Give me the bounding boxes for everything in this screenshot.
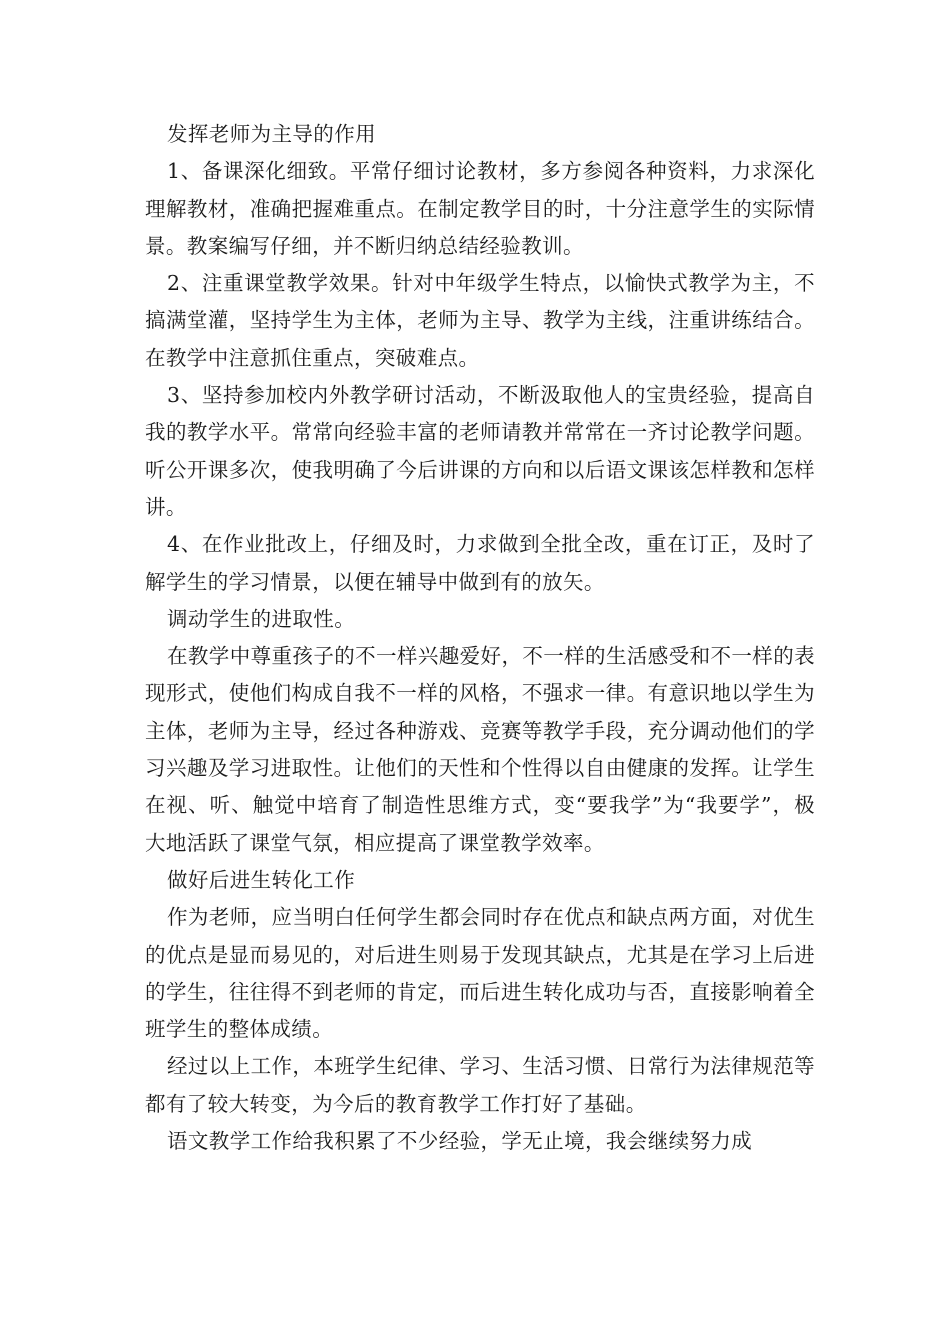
section-heading-motivation: 调动学生的进取性。 xyxy=(167,606,356,631)
document-body xyxy=(145,116,815,1160)
paragraph-results: 经过以上工作，本班学生纪律、学习、生活习惯、日常行为法律规范等都有了较大转变，为今后的教育教学工作打好了基础。 xyxy=(145,1054,815,1116)
section-heading-teacher-role: 发挥老师为主导的作用 xyxy=(167,122,376,146)
paragraph-underachiever-transform: 作为老师，应当明白任何学生都会同时存在优点和缺点两方面，对优生的优点是显而易见的，对后进生则易于发现其缺点，尤其是在学习上后进的学生，往往得不到老师的肯定，而后进生转化成功与否，直接影响着全班学生的整体成绩。 xyxy=(145,905,815,1042)
paragraph-homework-grading: 4、在作业批改上，仔细及时，力求做到全批全改，重在订正，及时了解学生的学习情景，以便在辅导中做到有的放矢。 xyxy=(145,532,815,594)
section-heading-underachievers: 做好后进生转化工作 xyxy=(167,867,356,892)
paragraph-classroom-effect: 2、注重课堂教学效果。针对中年级学生特点，以愉快式教学为主，不搞满堂灌，坚持学生为主体，老师为主导、教学为主线，注重讲练结合。在教学中注意抓住重点，突破难点。 xyxy=(145,271,815,370)
paragraph-student-interest: 在教学中尊重孩子的不一样兴趣爱好，不一样的生活感受和不一样的表现形式，使他们构成自我不一样的风格，不强求一律。有意识地以学生为主体，老师为主导，经过各种游戏、竞赛等教学手段，充分调动他们的学习兴趣及学习进取性。让他们的天性和个性得以自由健康的发挥。让学生在视、听、触觉中培育了制造性思维方式，变“要我学”为“我要学”，极大地活跃了课堂气氛，相应提高了课堂教学效率。 xyxy=(145,644,815,855)
paragraph-lesson-prep: 1、备课深化细致。平常仔细讨论教材，多方参阅各种资料，力求深化理解教材，准确把握难重点。在制定教学目的时，十分注意学生的实际情景。教案编写仔细，并不断归纳总结经验教训。 xyxy=(145,159,815,258)
paragraph-closing: 语文教学工作给我积累了不少经验，学无止境，我会继续努力成 xyxy=(167,1129,753,1154)
paragraph-teaching-research: 3、坚持参加校内外教学研讨活动，不断汲取他人的宝贵经验，提高自我的教学水平。常常向经验丰富的老师请教并常常在一齐讨论教学问题。听公开课多次，使我明确了今后讲课的方向和以后语文课该怎样教和怎样讲。 xyxy=(145,383,815,519)
